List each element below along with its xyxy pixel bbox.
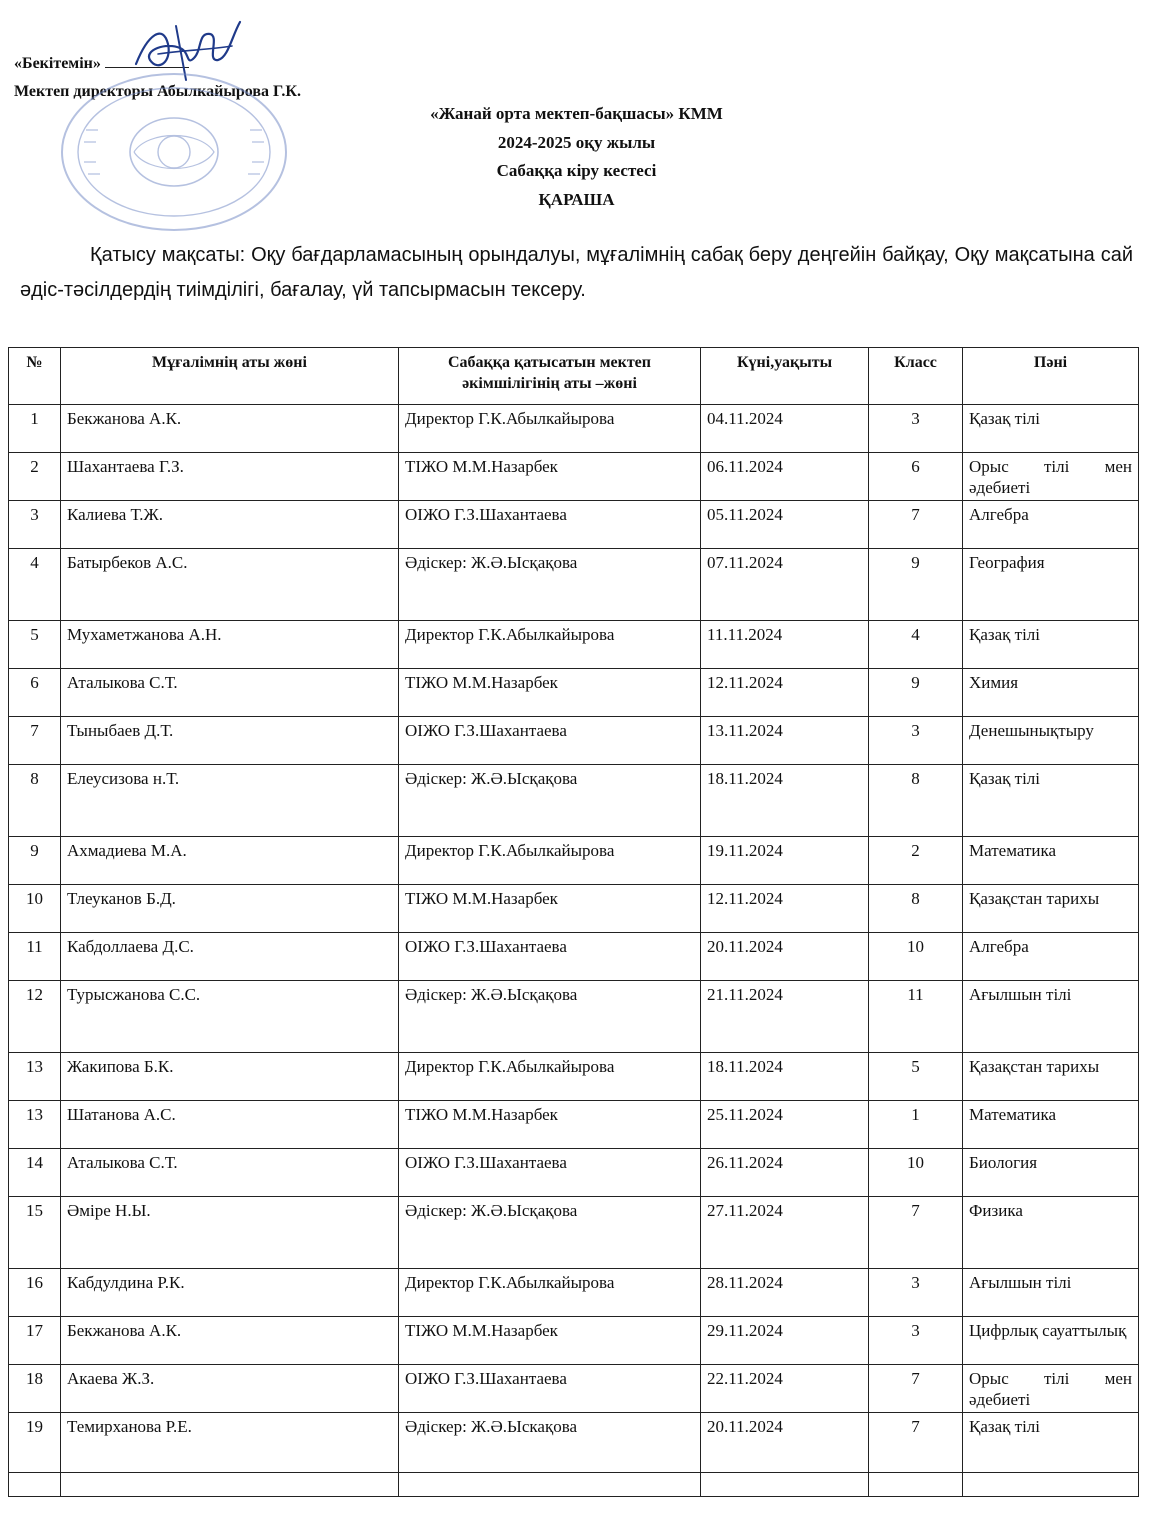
row-number: 16 xyxy=(9,1269,61,1317)
table-header-row xyxy=(9,348,1139,405)
school-year: 2024-2025 оқу жылы xyxy=(497,132,656,152)
row-number: 12 xyxy=(9,981,61,1053)
class-number: 8 xyxy=(869,765,963,837)
admin-name: ТІЖО М.М.Назарбек xyxy=(399,453,701,501)
visit-date: 20.11.2024 xyxy=(701,933,869,981)
visit-date xyxy=(701,1473,869,1497)
col-header-subject: Пәні xyxy=(963,348,1139,405)
table-row xyxy=(9,405,1139,453)
visit-date: 13.11.2024 xyxy=(701,717,869,765)
table-row xyxy=(9,1053,1139,1101)
admin-name: ОІЖО Г.З.Шахантаева xyxy=(399,1365,701,1413)
class-number: 7 xyxy=(869,1197,963,1269)
subject-name: Орыс тілі мен әдебиеті xyxy=(963,1365,1139,1413)
table-row xyxy=(9,453,1139,501)
table-row xyxy=(9,501,1139,549)
class-number: 8 xyxy=(869,885,963,933)
teacher-name: Турысжанова С.С. xyxy=(61,981,399,1053)
col-header-admin: Сабаққа қатысатын мектеп әкімшілігінің аты –жөні xyxy=(399,348,701,405)
admin-name: Әдіскер: Ж.Ә.Ысқақова xyxy=(399,765,701,837)
row-number: 8 xyxy=(9,765,61,837)
visit-date: 19.11.2024 xyxy=(701,837,869,885)
class-number: 9 xyxy=(869,549,963,621)
row-number: 9 xyxy=(9,837,61,885)
visit-date: 18.11.2024 xyxy=(701,1053,869,1101)
class-number: 5 xyxy=(869,1053,963,1101)
row-number: 17 xyxy=(9,1317,61,1365)
visit-date: 25.11.2024 xyxy=(701,1101,869,1149)
director-line: Мектеп директоры Абылкайырова Г.К. xyxy=(14,83,301,100)
table-row xyxy=(9,621,1139,669)
admin-name: ТІЖО М.М.Назарбек xyxy=(399,1101,701,1149)
teacher-name xyxy=(61,1473,399,1497)
admin-name: Директор Г.К.Абылкайырова xyxy=(399,837,701,885)
subject-name xyxy=(963,1473,1139,1497)
teacher-name: Кабдулдина Р.К. xyxy=(61,1269,399,1317)
subject-name: Қазақ тілі xyxy=(963,765,1139,837)
subject-name: Қазақ тілі xyxy=(963,405,1139,453)
class-number: 6 xyxy=(869,453,963,501)
subject-name: Алгебра xyxy=(963,501,1139,549)
admin-name: Әдіскер: Ж.Ә.Ысқақова xyxy=(399,549,701,621)
subject-name: Ағылшын тілі xyxy=(963,981,1139,1053)
teacher-name: Жакипова Б.К. xyxy=(61,1053,399,1101)
col-header-date: Күні,уақыты xyxy=(701,348,869,405)
class-number: 7 xyxy=(869,1365,963,1413)
table-row xyxy=(9,549,1139,621)
class-number: 7 xyxy=(869,1413,963,1473)
teacher-name: Шатанова А.С. xyxy=(61,1101,399,1149)
subject-name: Қазақ тілі xyxy=(963,1413,1139,1473)
subject-name: Цифрлық сауаттылық xyxy=(963,1317,1139,1365)
class-number: 9 xyxy=(869,669,963,717)
subject-name: Қазақстан тарихы xyxy=(963,885,1139,933)
subject-name: Химия xyxy=(963,669,1139,717)
table-row xyxy=(9,1473,1139,1497)
table-row xyxy=(9,981,1139,1053)
subject-name: Математика xyxy=(963,837,1139,885)
teacher-name: Темирханова Р.Е. xyxy=(61,1413,399,1473)
teacher-name: Ахмадиева М.А. xyxy=(61,837,399,885)
admin-name: Әдіскер: Ж.Ә.Ысқақова xyxy=(399,1197,701,1269)
visit-date: 18.11.2024 xyxy=(701,765,869,837)
table-row xyxy=(9,1365,1139,1413)
class-number: 2 xyxy=(869,837,963,885)
visit-date: 21.11.2024 xyxy=(701,981,869,1053)
admin-name: Директор Г.К.Абылкайырова xyxy=(399,621,701,669)
teacher-name: Аталыкова С.Т. xyxy=(61,669,399,717)
table-row xyxy=(9,885,1139,933)
admin-name: ТІЖО М.М.Назарбек xyxy=(399,669,701,717)
visit-date: 22.11.2024 xyxy=(701,1365,869,1413)
row-number xyxy=(9,1473,61,1497)
teacher-name: Бекжанова А.К. xyxy=(61,1317,399,1365)
admin-name: Директор Г.К.Абылкайырова xyxy=(399,1269,701,1317)
subject-name: Алгебра xyxy=(963,933,1139,981)
class-number: 3 xyxy=(869,1317,963,1365)
approve-label: «Бекітемін» xyxy=(14,55,101,72)
row-number: 19 xyxy=(9,1413,61,1473)
row-number: 13 xyxy=(9,1053,61,1101)
class-number: 4 xyxy=(869,621,963,669)
col-header-number: № xyxy=(9,348,61,405)
col-header-class: Класс xyxy=(869,348,963,405)
visit-date: 26.11.2024 xyxy=(701,1149,869,1197)
document-title: Сабаққа кіру кестесі xyxy=(496,161,657,180)
subject-name: География xyxy=(963,549,1139,621)
teacher-name: Әміре Н.Ы. xyxy=(61,1197,399,1269)
row-number: 2 xyxy=(9,453,61,501)
table-row xyxy=(9,1317,1139,1365)
subject-name: Ағылшын тілі xyxy=(963,1269,1139,1317)
admin-name xyxy=(399,1473,701,1497)
admin-name: ТІЖО М.М.Назарбек xyxy=(399,885,701,933)
teacher-name: Калиева Т.Ж. xyxy=(61,501,399,549)
teacher-name: Бекжанова А.К. xyxy=(61,405,399,453)
admin-name: Әдіскер: Ж.Ә.Ысқақова xyxy=(399,981,701,1053)
subject-name: Физика xyxy=(963,1197,1139,1269)
teacher-name: Аталыкова С.Т. xyxy=(61,1149,399,1197)
visit-date: 28.11.2024 xyxy=(701,1269,869,1317)
subject-name: Денешынықтыру xyxy=(963,717,1139,765)
table-row xyxy=(9,837,1139,885)
visit-date: 20.11.2024 xyxy=(701,1413,869,1473)
class-number xyxy=(869,1473,963,1497)
col-header-teacher: Мұғалімнің аты жөні xyxy=(61,348,399,405)
row-number: 3 xyxy=(9,501,61,549)
table-row xyxy=(9,717,1139,765)
visit-date: 05.11.2024 xyxy=(701,501,869,549)
admin-name: ОІЖО Г.З.Шахантаева xyxy=(399,1149,701,1197)
row-number: 10 xyxy=(9,885,61,933)
visit-date: 29.11.2024 xyxy=(701,1317,869,1365)
row-number: 14 xyxy=(9,1149,61,1197)
visit-date: 11.11.2024 xyxy=(701,621,869,669)
class-number: 1 xyxy=(869,1101,963,1149)
admin-name: Директор Г.К.Абылкайырова xyxy=(399,405,701,453)
class-number: 3 xyxy=(869,717,963,765)
subject-name: Орыс тілі мен әдебиеті xyxy=(963,453,1139,501)
class-number: 7 xyxy=(869,501,963,549)
teacher-name: Тыныбаев Д.Т. xyxy=(61,717,399,765)
row-number: 5 xyxy=(9,621,61,669)
subject-name: Қазақ тілі xyxy=(963,621,1139,669)
subject-name: Математика xyxy=(963,1101,1139,1149)
visit-date: 12.11.2024 xyxy=(701,669,869,717)
table-row xyxy=(9,765,1139,837)
class-number: 11 xyxy=(869,981,963,1053)
class-number: 10 xyxy=(869,1149,963,1197)
class-number: 3 xyxy=(869,1269,963,1317)
purpose-paragraph: Қатысу мақсаты: Оқу бағдарламасының орындалуы, мұғалімнің сабақ беру деңгейін байқау, Оқу мақсатына сай әдіс-тәсілдердің тиімділігі, бағалау, үй тапсырмасын тексеру. xyxy=(20,244,1133,301)
teacher-name: Елеусизова н.Т. xyxy=(61,765,399,837)
row-number: 11 xyxy=(9,933,61,981)
visit-date: 27.11.2024 xyxy=(701,1197,869,1269)
row-number: 13 xyxy=(9,1101,61,1149)
admin-name: ТІЖО М.М.Назарбек xyxy=(399,1317,701,1365)
class-number: 10 xyxy=(869,933,963,981)
row-number: 7 xyxy=(9,717,61,765)
subject-name: Қазақстан тарихы xyxy=(963,1053,1139,1101)
teacher-name: Кабдоллаева Д.С. xyxy=(61,933,399,981)
month-title: ҚАРАША xyxy=(538,189,615,209)
admin-name: Директор Г.К.Абылкайырова xyxy=(399,1053,701,1101)
teacher-name: Тлеуканов Б.Д. xyxy=(61,885,399,933)
subject-name: Биология xyxy=(963,1149,1139,1197)
row-number: 1 xyxy=(9,405,61,453)
visit-date: 07.11.2024 xyxy=(701,549,869,621)
admin-name: ОІЖО Г.З.Шахантаева xyxy=(399,933,701,981)
table-row xyxy=(9,1101,1139,1149)
row-number: 18 xyxy=(9,1365,61,1413)
table-row xyxy=(9,1197,1139,1269)
teacher-name: Мухаметжанова А.Н. xyxy=(61,621,399,669)
table-row xyxy=(9,669,1139,717)
table-row xyxy=(9,1149,1139,1197)
admin-name: Әдіскер: Ж.Ә.Ыскақова xyxy=(399,1413,701,1473)
visit-date: 12.11.2024 xyxy=(701,885,869,933)
document-header xyxy=(0,100,1153,214)
admin-name: ОІЖО Г.З.Шахантаева xyxy=(399,501,701,549)
teacher-name: Акаева Ж.З. xyxy=(61,1365,399,1413)
class-number: 3 xyxy=(869,405,963,453)
table-row xyxy=(9,1269,1139,1317)
table-row xyxy=(9,933,1139,981)
row-number: 15 xyxy=(9,1197,61,1269)
teacher-name: Батырбеков А.С. xyxy=(61,549,399,621)
visit-date: 04.11.2024 xyxy=(701,405,869,453)
admin-name: ОІЖО Г.З.Шахантаева xyxy=(399,717,701,765)
schedule-table xyxy=(8,347,1139,1497)
org-name: «Жанай орта мектеп-бақшасы» КММ xyxy=(430,104,723,123)
row-number: 6 xyxy=(9,669,61,717)
teacher-name: Шахантаева Г.З. xyxy=(61,453,399,501)
table-row xyxy=(9,1413,1139,1473)
row-number: 4 xyxy=(9,549,61,621)
visit-date: 06.11.2024 xyxy=(701,453,869,501)
